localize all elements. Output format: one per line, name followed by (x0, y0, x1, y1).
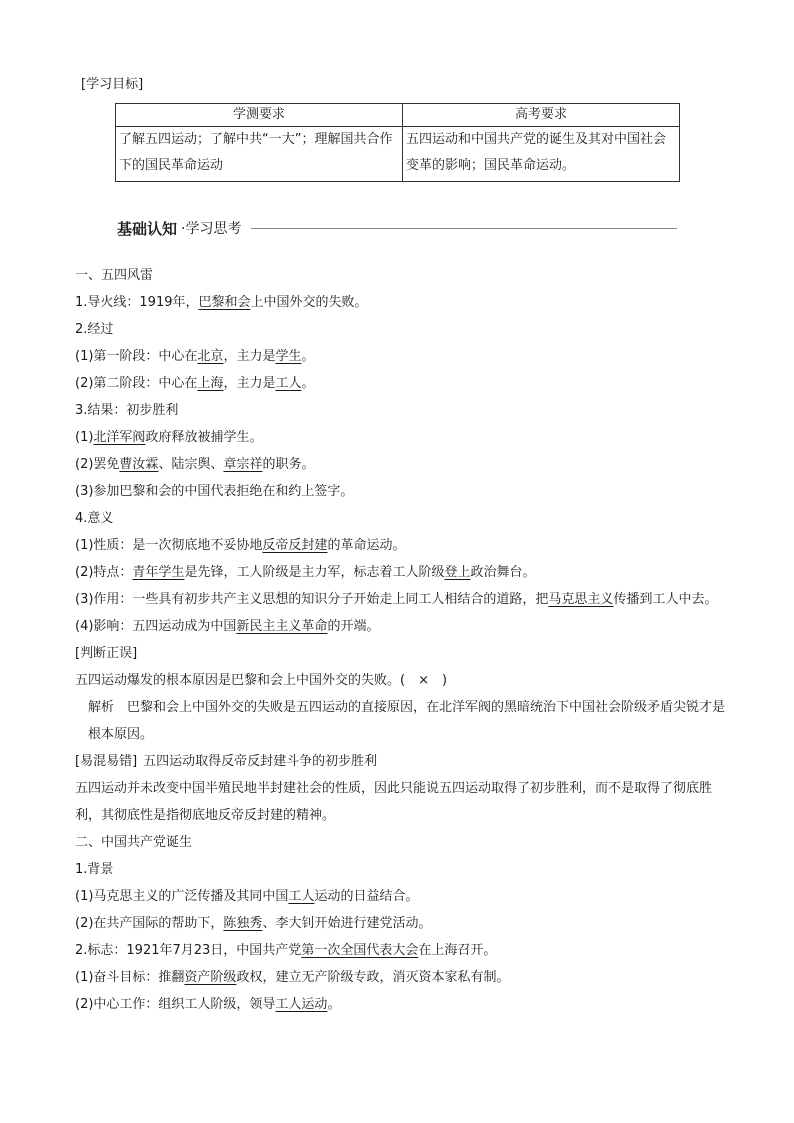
text-line: (1)马克思主义的广泛传播及其同中国工人运动的日益结合。 (75, 889, 419, 904)
section-title-main: 基础认知 (117, 219, 178, 238)
objectives-table (115, 103, 680, 182)
text-line: (2)第二阶段：中心在上海，主力是工人。 (75, 376, 315, 391)
text-line: (2)中心工作：组织工人阶级，领导工人运动。 (75, 997, 341, 1012)
text-line: 1.背景 (75, 862, 114, 877)
heading-cpc-founding: 二、中国共产党诞生 (75, 835, 193, 850)
confuse-text: 五四运动并未改变中国半殖民地半封建社会的性质，因此只能说五四运动取得了初步胜利，而不是取得了彻底胜利，其彻底性是指彻底地反帝反封建的精神。 (75, 781, 713, 823)
text-line: (4)影响：五四运动成为中国新民主主义革命的开端。 (75, 619, 380, 634)
heading-may-fourth: 一、五四风雷 (75, 268, 154, 283)
section-divider (251, 228, 677, 229)
section-header (117, 216, 677, 240)
confuse-heading (75, 748, 725, 775)
text-line: (2)罢免曹汝霖、陆宗舆、章宗祥的职务。 (75, 457, 315, 472)
text-line: (2)特点：青年学生是先锋，工人阶级是主力军，标志着工人阶级登上政治舞台。 (75, 565, 536, 580)
judge-analysis: 解析 巴黎和会上中国外交的失败是五四运动的直接原因，在北洋军阀的黑暗统治下中国社会阶级矛盾尖锐才是根本原因。 (88, 700, 726, 742)
table-row (116, 127, 680, 182)
college-exam-requirement: 五四运动和中国共产党的诞生及其对中国社会变革的影响；国民革命运动。 (403, 127, 680, 182)
header-academic-test: 学测要求 (116, 104, 403, 127)
learning-objectives-label: [学习目标] (81, 77, 144, 92)
judge-question: 五四运动爆发的根本原因是巴黎和会上中国外交的失败。( × ) (75, 673, 448, 688)
text-line: (3)作用：一些具有初步共产主义思想的知识分子开始走上同工人相结合的道路，把马克思主义传播到工人中去。 (75, 592, 718, 607)
content-body (75, 262, 725, 1018)
text-line: (1)奋斗目标：推翻资产阶级政权，建立无产阶级专政，消灭资本家私有制。 (75, 970, 510, 985)
confuse-label: [易混易错] (75, 754, 138, 769)
text-line: (1)第一阶段：中心在北京，主力是学生。 (75, 349, 315, 364)
text-line: (3)参加巴黎和会的中国代表拒绝在和约上签字。 (75, 484, 354, 499)
judge-label: [判断正误] (75, 646, 138, 661)
text-line: 2.标志：1921年7月23日，中国共产党第一次全国代表大会在上海召开。 (75, 943, 497, 958)
text-line: (2)在共产国际的帮助下，陈独秀、李大钊开始进行建党活动。 (75, 916, 432, 931)
confuse-title: 五四运动取得反帝反封建斗争的初步胜利 (143, 754, 378, 769)
text-line: 3.结果：初步胜利 (75, 403, 179, 418)
header-college-exam: 高考要求 (403, 104, 680, 127)
text-line: (1)性质：是一次彻底地不妥协地反帝反封建的革命运动。 (75, 538, 406, 553)
text-line: 4.意义 (75, 511, 114, 526)
table-header-row (116, 104, 680, 127)
text-line: 1.导火线：1919年，巴黎和会上中国外交的失败。 (75, 295, 368, 310)
text-line: (1)北洋军阀政府释放被捕学生。 (75, 430, 263, 445)
text-line: 2.经过 (75, 322, 114, 337)
section-title-sub: ·学习思考 (181, 221, 242, 237)
academic-test-requirement: 了解五四运动；了解中共“一大”；理解国共合作下的国民革命运动 (116, 127, 403, 182)
